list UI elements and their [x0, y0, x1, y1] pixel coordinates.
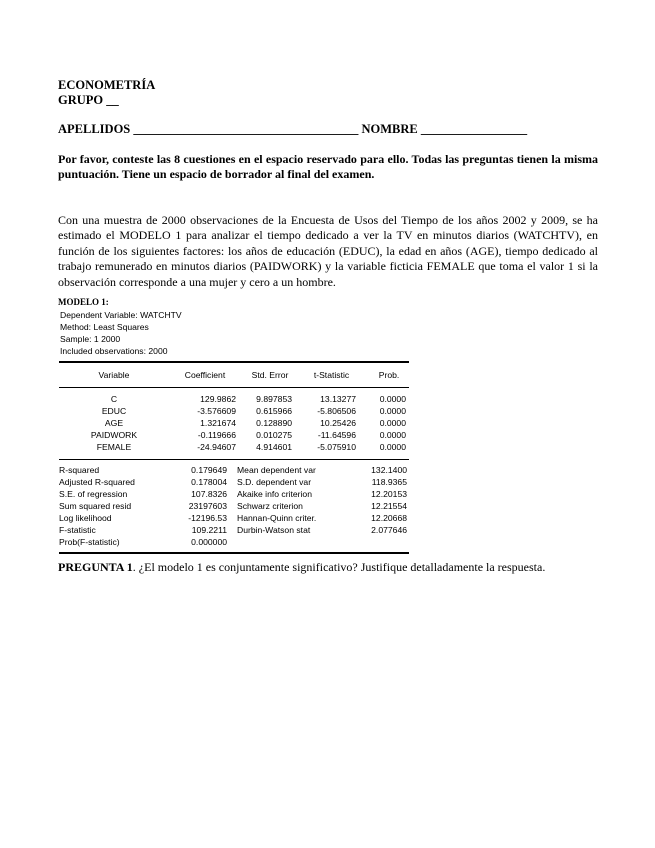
nombre-label: NOMBRE	[361, 122, 418, 136]
stat-value: 12.20668	[371, 513, 407, 523]
stat-value: 109.2211	[191, 525, 227, 535]
row-educ-t-statistic: -5.806506	[317, 406, 356, 416]
row-c-std-error: 9.897853	[256, 394, 292, 404]
row-female-variable: FEMALE	[96, 442, 132, 452]
stat-value: 2.077646	[371, 525, 407, 535]
method: Method: Least Squares	[60, 322, 149, 332]
model-label: MODELO 1:	[58, 297, 109, 307]
stat-label: S.D. dependent var	[237, 477, 312, 487]
row-age-std-error: 0.128890	[256, 418, 292, 428]
col-coefficient: Coefficient	[184, 370, 226, 380]
row-female-coefficient: -24.94607	[197, 442, 236, 452]
stat-value: 0.000000	[191, 537, 227, 547]
row-age-variable: AGE	[104, 418, 124, 428]
stat-label: S.E. of regression	[59, 489, 128, 499]
intro-paragraph: Con una muestra de 2000 observaciones de la Encuesta de Usos del Tiempo de los años 2002 y 2009, se ha estimado el MODELO 1 para analizar el tiempo dedicado a ver la TV en minutos diarios (WATCHTV), en función de los siguientes factores: los años de educación (EDUC), la edad en años (AGE), tiempo dedicado al trabajo remunerado en minutos diarios (PAIDWORK) y la variable ficticia FEMALE que toma el valor 1 si la observación corresponde a una mujer y cero a un hombre.	[58, 213, 598, 289]
exam-header	[58, 78, 598, 108]
stats-row	[59, 477, 409, 489]
table-header-rule	[59, 387, 409, 388]
row-paidwork-variable: PAIDWORK	[90, 430, 138, 440]
row-female-std-error: 4.914601	[256, 442, 292, 452]
col-std-error: Std. Error	[251, 370, 289, 380]
stat-label: Hannan-Quinn criter.	[237, 513, 317, 523]
model-meta	[60, 309, 182, 357]
stat-label: Prob(F-statistic)	[59, 537, 120, 547]
stat-label: Adjusted R-squared	[59, 477, 135, 487]
dependent-variable: Dependent Variable: WATCHTV	[60, 310, 182, 320]
stat-label: F-statistic	[59, 525, 96, 535]
stats-row	[59, 537, 409, 549]
student-name-line	[58, 122, 598, 137]
group-field: GRUPO __	[58, 93, 119, 107]
apellidos-blank: ____________________________________	[133, 122, 359, 136]
stat-value: 118.9365	[371, 477, 407, 487]
stats-row	[59, 489, 409, 501]
stat-label: Mean dependent var	[237, 465, 316, 475]
row-paidwork-prob: 0.0000	[379, 430, 406, 440]
nombre-blank: _________________	[420, 122, 528, 136]
stat-value: 12.20153	[371, 489, 407, 499]
stat-value: 23197603	[188, 501, 227, 511]
row-c-prob: 0.0000	[379, 394, 406, 404]
row-c-variable: C	[110, 394, 118, 404]
row-educ-prob: 0.0000	[379, 406, 406, 416]
instructions: Por favor, conteste las 8 cuestiones en el espacio reservado para ello. Todas las preguntas tienen la misma puntuación. Tiene un espacio de borrador al final del examen.	[58, 152, 598, 181]
table-mid-rule	[59, 459, 409, 460]
row-age-coefficient: 1.321674	[200, 418, 236, 428]
stat-label: Sum squared resid	[59, 501, 132, 511]
table-top-rule	[59, 361, 409, 363]
sample: Sample: 1 2000	[60, 334, 121, 344]
row-educ-coefficient: -3.576609	[197, 406, 236, 416]
stat-label: Akaike info criterion	[237, 489, 312, 499]
table-bottom-rule	[59, 552, 409, 554]
row-paidwork-std-error: 0.010275	[256, 430, 292, 440]
stat-value: 107.8326	[191, 489, 227, 499]
col-variable: Variable	[98, 370, 130, 380]
subject-title: ECONOMETRÍA	[58, 78, 156, 92]
col-prob: Prob.	[378, 370, 400, 380]
stat-value: 12.21554	[371, 501, 407, 511]
stat-label: Durbin-Watson stat	[237, 525, 311, 535]
stats-row	[59, 501, 409, 513]
row-educ-std-error: 0.615966	[256, 406, 292, 416]
stat-label: Schwarz criterion	[237, 501, 303, 511]
apellidos-label: APELLIDOS	[58, 122, 131, 136]
row-female-t-statistic: -5.075910	[317, 442, 356, 452]
stat-value: -12196.53	[188, 513, 227, 523]
stat-label: R-squared	[59, 465, 100, 475]
col-t-statistic: t-Statistic	[313, 370, 350, 380]
row-female-prob: 0.0000	[379, 442, 406, 452]
table-row	[59, 394, 409, 406]
row-c-coefficient: 129.9862	[200, 394, 236, 404]
table-row	[59, 418, 409, 430]
stats-row	[59, 513, 409, 525]
row-age-prob: 0.0000	[379, 418, 406, 428]
model-label-text: MODELO 1	[58, 297, 106, 307]
stat-value: 0.179649	[191, 465, 227, 475]
stat-value: 132.1400	[371, 465, 407, 475]
table-row	[59, 406, 409, 418]
row-educ-variable: EDUC	[101, 406, 127, 416]
question-1	[58, 560, 598, 575]
row-age-t-statistic: 10.25426	[320, 418, 356, 428]
table-row	[59, 430, 409, 442]
table-row	[59, 442, 409, 454]
stats-row	[59, 525, 409, 537]
row-c-t-statistic: 13.13277	[320, 394, 356, 404]
table-header-row	[59, 370, 409, 382]
question-label: PREGUNTA 1	[58, 560, 133, 574]
stats-row	[59, 465, 409, 477]
stat-label: Log likelihood	[59, 513, 112, 523]
stat-value: 0.178004	[191, 477, 227, 487]
row-paidwork-t-statistic: -11.64596	[317, 430, 356, 440]
included-observations: Included observations: 2000	[60, 346, 168, 356]
question-text: . ¿El modelo 1 es conjuntamente significativo? Justifique detalladamente la respuesta.	[132, 560, 546, 574]
row-paidwork-coefficient: -0.119666	[197, 430, 236, 440]
